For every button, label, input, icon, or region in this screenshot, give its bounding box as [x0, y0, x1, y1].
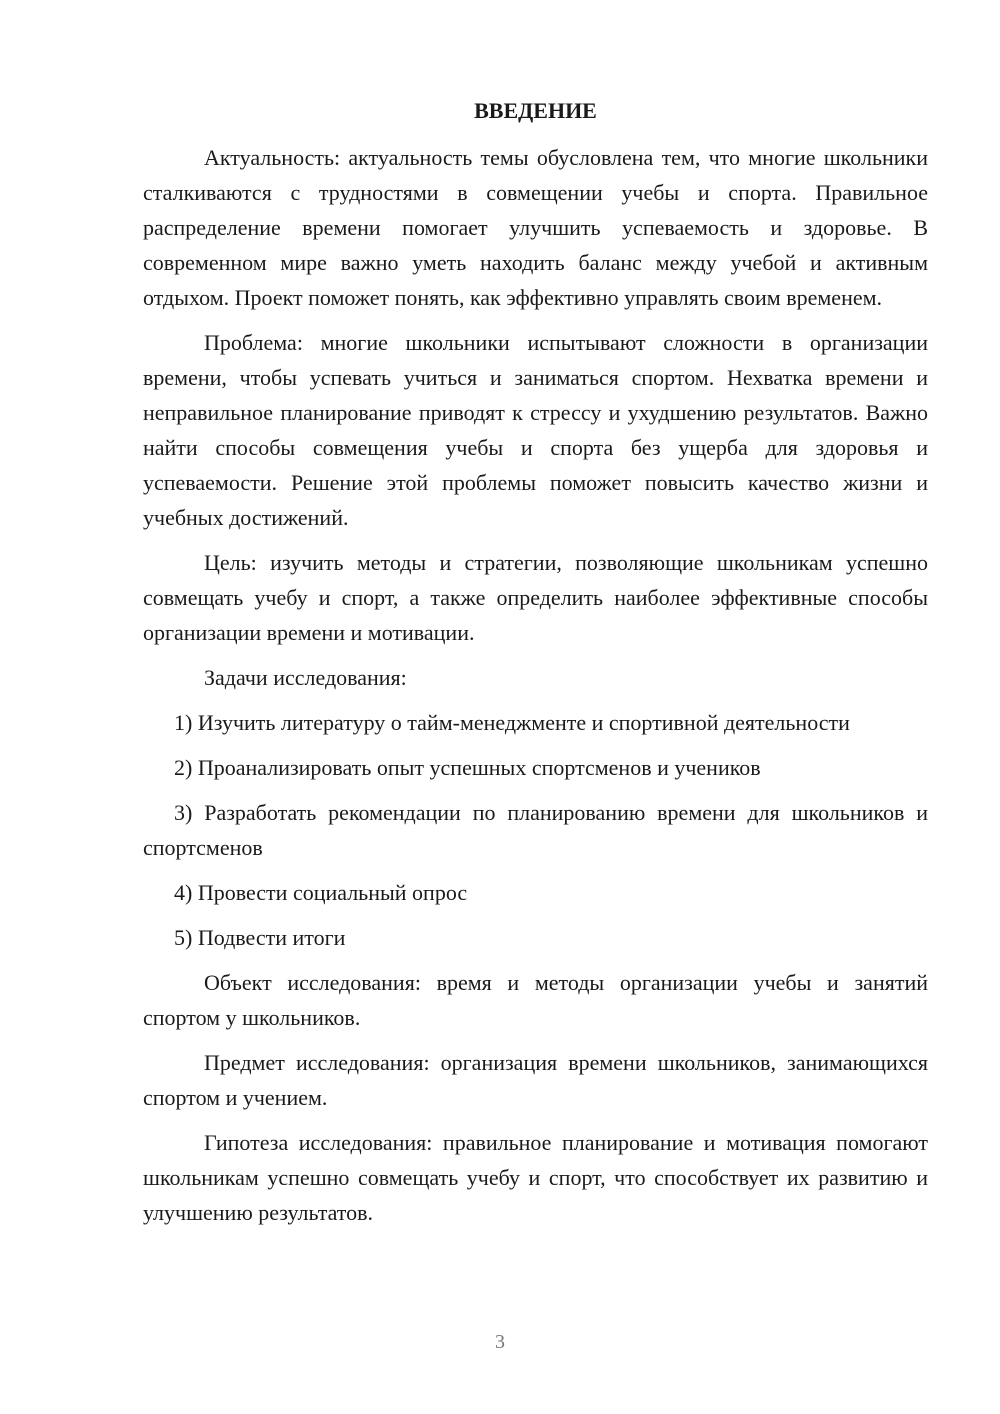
task-item-2: 2) Проанализировать опыт успешных спортсменов и учеников: [174, 755, 761, 780]
tasks-heading: Задачи исследования:: [204, 665, 407, 690]
task-item-3: 3) Разработать рекомендации по планированию времени для школьников и спортсменов: [143, 800, 928, 860]
document-page: [143, 93, 928, 1240]
task-item-4: 4) Провести социальный опрос: [174, 880, 468, 905]
page-title: ВВЕДЕНИЕ: [474, 98, 597, 123]
problem-paragraph: Проблема: многие школьники испытывают сложности в организации времени, чтобы успевать учиться и заниматься спортом. Нехватка времени и неправильное планирование приводят к стрессу и ухудшению результатов. Важно найти способы совмещения учебы и спорта без ущерба для здоровья и успеваемости. Решение этой проблемы поможет повысить качество жизни и учебных достижений.: [143, 330, 928, 530]
goal-paragraph: Цель: изучить методы и стратегии, позволяющие школьникам успешно совмещать учебу и спорт, а также определить наиболее эффективные способы организации времени и мотивации.: [143, 550, 928, 645]
page-number: 3: [495, 1331, 505, 1353]
task-item-5: 5) Подвести итоги: [174, 925, 346, 950]
object-paragraph: Объект исследования: время и методы организации учебы и занятий спортом у школьников.: [143, 970, 928, 1030]
hypothesis-paragraph: Гипотеза исследования: правильное планирование и мотивация помогают школьникам успешно совмещать учебу и спорт, что способствует их развитию и улучшению результатов.: [143, 1130, 928, 1225]
relevance-paragraph: Актуальность: актуальность темы обусловлена тем, что многие школьники сталкиваются с трудностями в совмещении учебы и спорта. Правильное распределение времени помогает улучшить успеваемость и здоровье. В современном мире важно уметь находить баланс между учебой и активным отдыхом. Проект поможет понять, как эффективно управлять своим временем.: [143, 145, 928, 310]
task-item-1: 1) Изучить литературу о тайм-менеджменте и спортивной деятельности: [174, 710, 850, 735]
subject-paragraph: Предмет исследования: организация времени школьников, занимающихся спортом и учением.: [143, 1050, 928, 1110]
